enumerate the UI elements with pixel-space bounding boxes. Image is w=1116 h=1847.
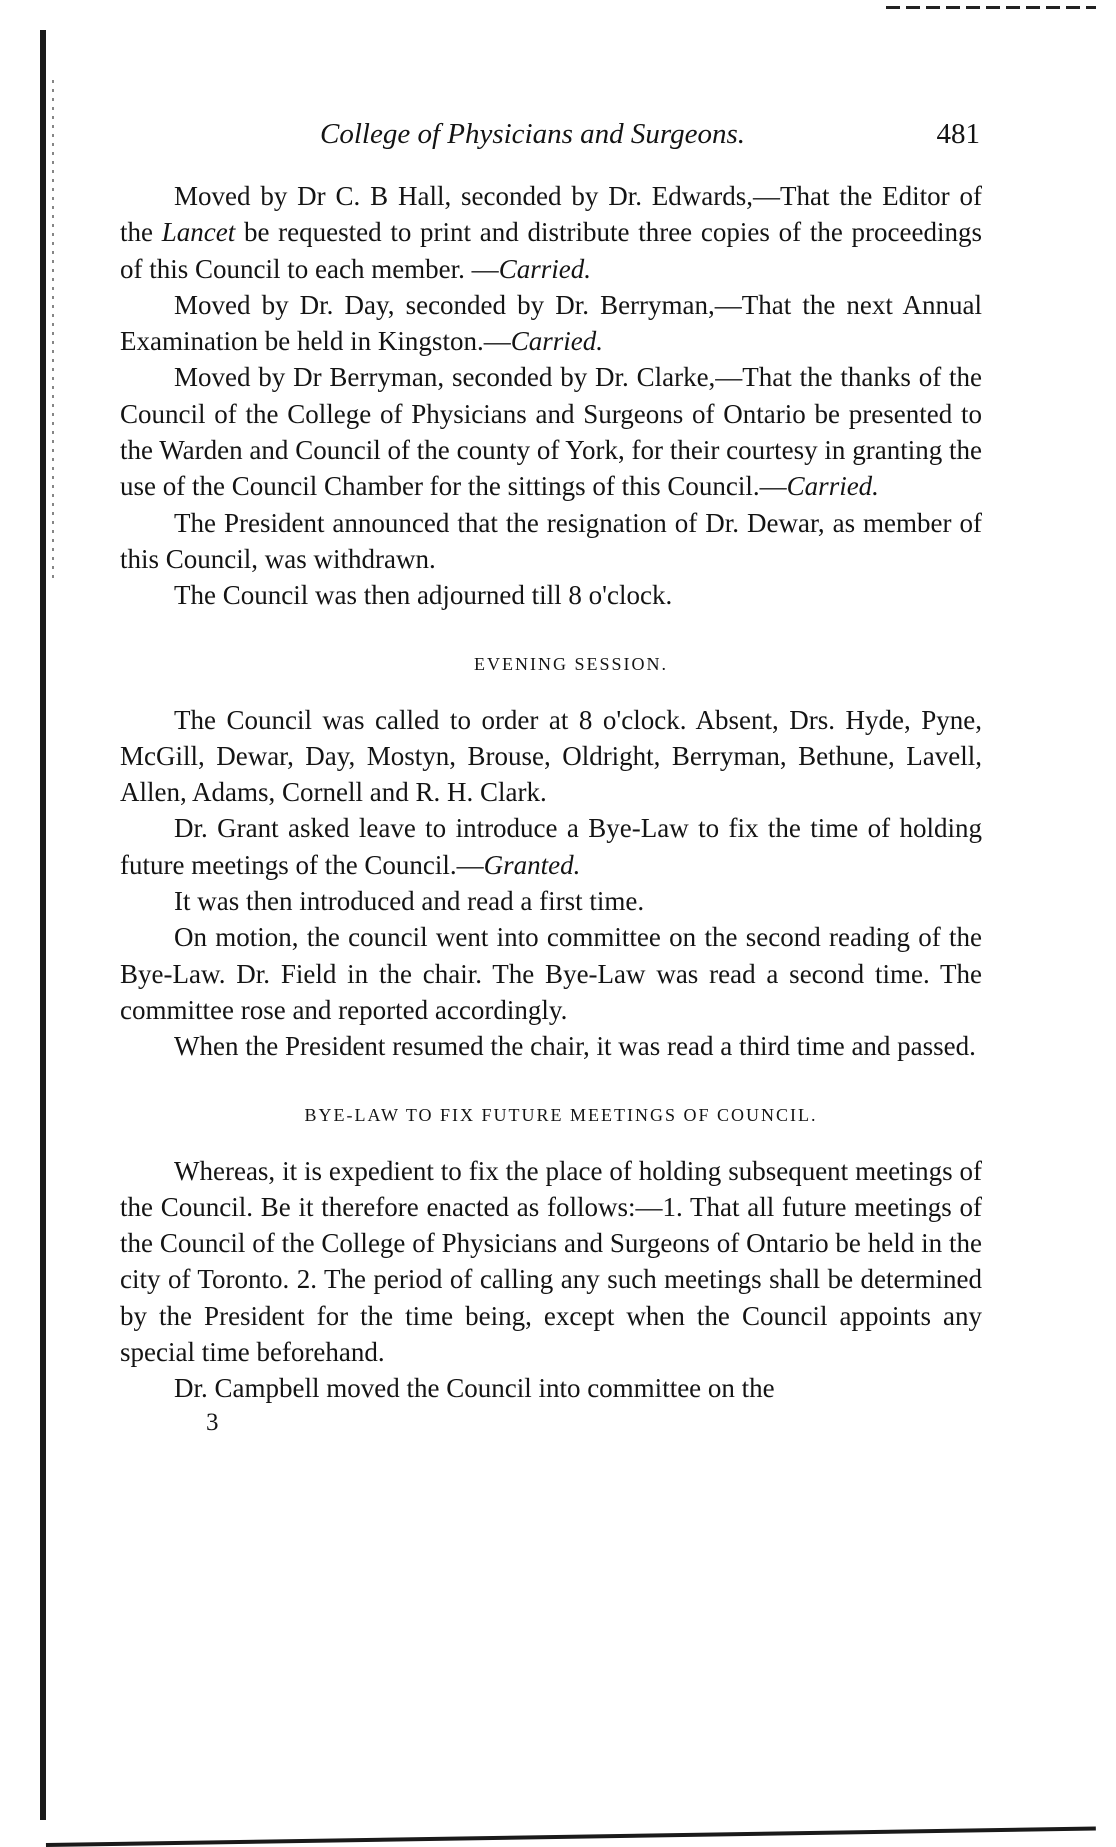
binding-stitching bbox=[52, 80, 54, 580]
running-head bbox=[120, 118, 982, 158]
text-run: Moved by Dr. Day, seconded by Dr. Berryman,—That the next Annual Examination be held in Kingston.— bbox=[120, 289, 982, 357]
evening-roll-call: The Council was called to order at 8 o'clock. Absent, Drs. Hyde, Pyne, McGill, Dewar, Day, Mostyn, Brouse, Oldright, Berryman, Bethune, Lavell, Allen, Adams, Cornell and R. H. Clark. bbox=[120, 704, 982, 808]
signature-mark: 3 bbox=[206, 1408, 219, 1436]
adjournment-paragraph: The Council was then adjourned till 8 o'clock. bbox=[174, 580, 673, 611]
campbell-motion: Dr. Campbell moved the Council into committee on the bbox=[174, 1373, 775, 1404]
motion-paragraph-thanks bbox=[120, 359, 982, 504]
top-edge-mark bbox=[886, 6, 1096, 9]
italic-run: Carried. bbox=[510, 326, 603, 357]
page-body bbox=[120, 118, 982, 1437]
evening-bye-law-request bbox=[120, 810, 982, 883]
president-announcement: The President announced that the resignation of Dr. Dewar, as member of this Council, was withdrawn. bbox=[120, 507, 982, 574]
text-run: Dr. Grant asked leave to introduce a Bye-Law to fix the time of holding future meetings of the Council.— bbox=[120, 813, 982, 880]
text-run: be requested to print and distribute three copies of the proceedings of this Council to each member. — bbox=[120, 217, 982, 284]
bye-law-heading: BYE-LAW TO FIX FUTURE MEETINGS OF COUNCIL. bbox=[304, 1104, 818, 1125]
motion-paragraph-lancet bbox=[120, 178, 982, 287]
page-number: 481 bbox=[936, 118, 980, 150]
italic-run: Carried. bbox=[786, 471, 879, 502]
italic-run: Carried. bbox=[498, 253, 591, 284]
text-run: Moved by Dr C. B Hall, seconded by Dr. Edwards,—That the Editor of the bbox=[120, 181, 982, 248]
evening-session-heading: EVENING SESSION. bbox=[474, 653, 668, 674]
evening-first-reading: It was then introduced and read a first time. bbox=[174, 886, 645, 917]
motion-paragraph-kingston bbox=[120, 287, 982, 360]
running-title: College of Physicians and Surgeons. bbox=[320, 118, 746, 150]
italic-run: Lancet bbox=[161, 217, 236, 248]
bye-law-text: Whereas, it is expedient to fix the place of holding subsequent meetings of the Council. Be it therefore enacted as follows:—1. That all future meetings of the Council of the College of Physicians and Surgeons of Ontario be held in the city of Toronto. 2. The period of calling any such meetings shall be determined by the President for the time being, except when the Council appoints any special time beforehand. bbox=[120, 1155, 982, 1368]
bottom-edge bbox=[46, 1827, 1096, 1847]
text-run: Moved by Dr Berryman, seconded by Dr. Clarke,—That the thanks of the Council of the College of Physicians and Surgeons of Ontario be presented to the Warden and Council of the county of York, for their courtesy in granting the use of the Council Chamber for the sittings of this Council.— bbox=[120, 362, 982, 502]
italic-run: Granted. bbox=[483, 849, 581, 880]
binding-edge bbox=[40, 30, 46, 1820]
evening-committee: On motion, the council went into committee on the second reading of the Bye-Law. Dr. Field in the chair. The Bye-Law was read a second time. The committee rose and reported accordingly. bbox=[120, 922, 982, 1025]
evening-third-reading: When the President resumed the chair, it was read a third time and passed. bbox=[174, 1031, 976, 1062]
